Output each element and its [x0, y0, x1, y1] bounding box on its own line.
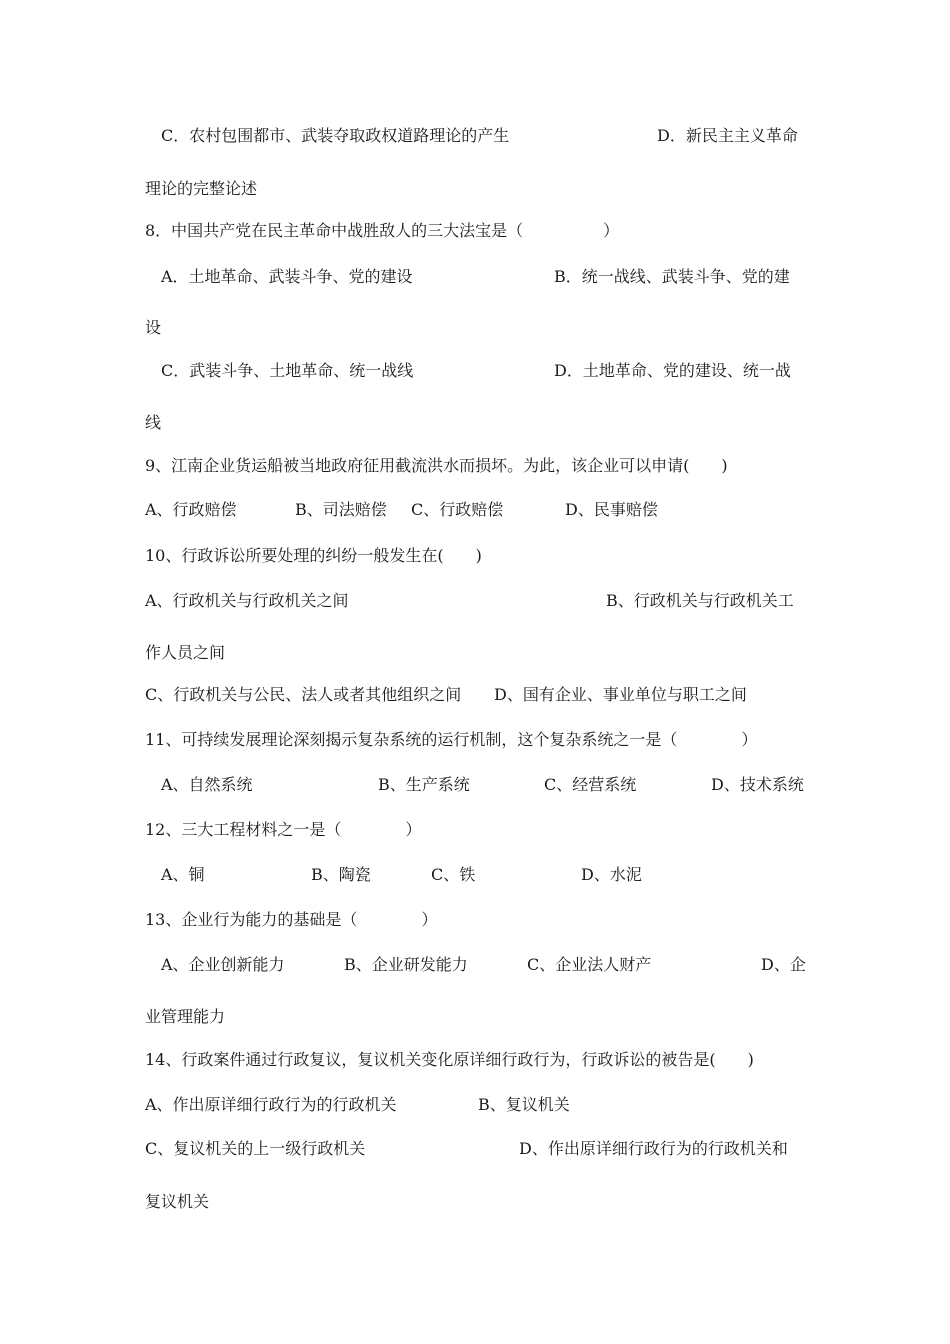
q10-option-a: A、行政机关与行政机关之间: [145, 591, 349, 610]
q13-option-a: A、企业创新能力: [161, 955, 285, 974]
q12-option-b: B、陶瓷: [311, 865, 371, 884]
q11-option-a: A、自然系统: [161, 775, 253, 794]
q9-option-b: B、司法赔偿: [295, 500, 387, 519]
q14-option-b: B、复议机关: [478, 1095, 570, 1114]
q12-option-d: D、水泥: [581, 865, 642, 884]
q10-option-c: C、行政机关与公民、法人或者其他组织之间: [145, 685, 462, 704]
q7-option-d-continuation: 理论的完整论述: [145, 179, 258, 198]
q8-stem: 8．中国共产党在民主革命中战胜敌人的三大法宝是（ ）: [145, 221, 620, 240]
q13-option-d: D、企: [761, 955, 806, 974]
q11-option-d: D、技术系统: [711, 775, 804, 794]
q10-option-d: D、国有企业、事业单位与职工之间: [494, 685, 747, 704]
q14-stem: 14、行政案件通过行政复议，复议机关变化原详细行政行为，行政诉讼的被告是( ): [145, 1050, 754, 1069]
q11-option-b: B、生产系统: [378, 775, 470, 794]
q13-option-d-continuation: 业管理能力: [145, 1007, 226, 1026]
q14-option-c: C、复议机关的上一级行政机关: [145, 1139, 366, 1158]
q8-option-b: B．统一战线、武装斗争、党的建: [554, 267, 790, 286]
q11-option-c: C、经营系统: [544, 775, 637, 794]
q14-option-d-continuation: 复议机关: [145, 1192, 210, 1211]
q8-option-d: D．土地革命、党的建设、统一战: [554, 361, 791, 380]
q9-option-c: C、行政赔偿: [411, 500, 504, 519]
q7-option-c: C．农村包围都市、武装夺取政权道路理论的产生: [161, 126, 510, 145]
q14-option-a: A、作出原详细行政行为的行政机关: [145, 1095, 397, 1114]
q12-stem: 12、三大工程材料之一是（ ）: [145, 820, 422, 839]
q10-stem: 10、行政诉讼所要处理的纠纷一般发生在( ): [145, 546, 482, 565]
q12-option-a: A、铜: [161, 865, 205, 884]
q10-option-b: B、行政机关与行政机关工: [606, 591, 794, 610]
q11-stem: 11、可持续发展理论深刻揭示复杂系统的运行机制，这个复杂系统之一是（ ）: [145, 730, 758, 749]
q8-option-d-continuation: 线: [145, 413, 162, 432]
q9-option-a: A、行政赔偿: [145, 500, 237, 519]
q13-option-c: C、企业法人财产: [527, 955, 652, 974]
q9-stem: 9、江南企业货运船被当地政府征用截流洪水而损坏。为此，该企业可以申请( ): [145, 456, 728, 475]
q9-option-d: D、民事赔偿: [565, 500, 658, 519]
q13-option-b: B、企业研发能力: [344, 955, 468, 974]
q13-stem: 13、企业行为能力的基础是（ ）: [145, 910, 438, 929]
q8-option-a: A．土地革命、武装斗争、党的建设: [161, 267, 413, 286]
q8-option-b-continuation: 设: [145, 318, 162, 337]
q8-option-c: C．武装斗争、土地革命、统一战线: [161, 361, 414, 380]
q7-option-d: D．新民主主义革命: [657, 126, 798, 145]
q12-option-c: C、铁: [431, 865, 476, 884]
q10-option-b-continuation: 作人员之间: [145, 643, 226, 662]
q14-option-d: D、作出原详细行政行为的行政机关和: [519, 1139, 788, 1158]
